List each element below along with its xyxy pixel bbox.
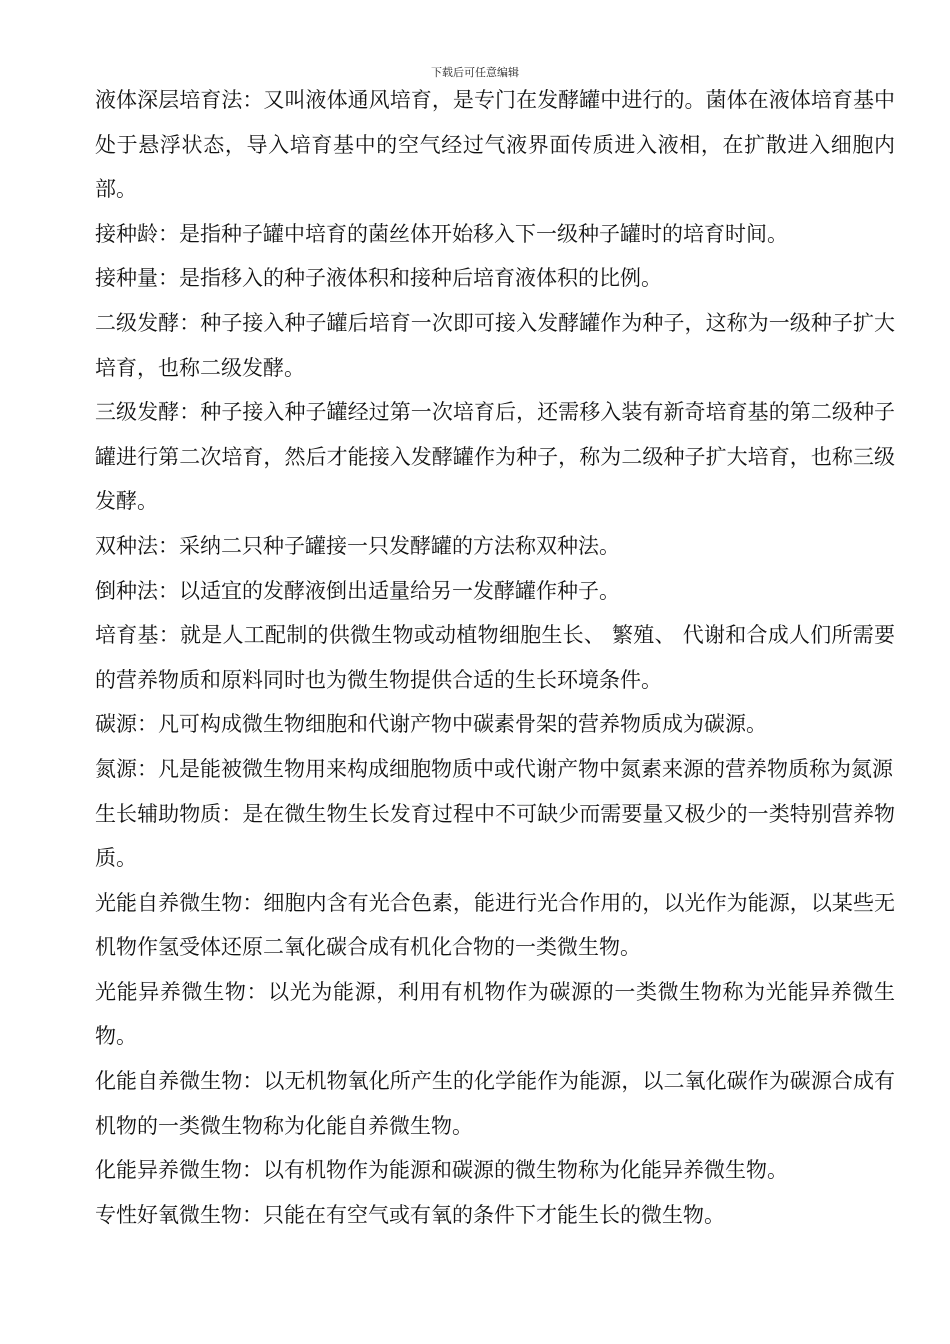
paragraph-inoculum-size: 接种量：是指移入的种子液体积和接种后培育液体积的比例。 xyxy=(95,266,662,291)
paragraph-nitrogen-source: 氮源：凡是能被微生物用来构成细胞物质中或代谢产物中氮素来源的营养物质称为氮源 xyxy=(95,756,893,781)
paragraph-two-stage-fermentation: 二级发酵：种子接入种子罐后培育一次即可接入发酵罐作为种子，这称为一级种子扩大培育，也称二级发酵。 xyxy=(95,310,895,380)
page-header: 下载后可任意编辑 xyxy=(431,66,519,79)
paragraph-double-seed-method: 双种法：采纳二只种子罐接一只发酵罐的方法称双种法。 xyxy=(95,533,620,558)
paragraph-photoautotrophs: 光能自养微生物：细胞内含有光合色素，能进行光合作用的，以光作为能源，以某些无机物作氢受体还原二氧化碳合成有机化合物的一类微生物。 xyxy=(95,890,895,960)
paragraph-culture-medium: 培育基：就是人工配制的供微生物或动植物细胞生长、 繁殖、 代谢和合成人们所需要的营养物质和原料同时也为微生物提供合适的生长环境条件。 xyxy=(95,623,895,692)
paragraph-growth-factors: 生长辅助物质：是在微生物生长发育过程中不可缺少而需要量又极少的一类特别营养物质。 xyxy=(95,801,895,871)
document-body xyxy=(95,78,895,1237)
paragraph-chemoautotrophs: 化能自养微生物：以无机物氧化所产生的化学能作为能源，以二氧化碳作为碳源合成有机物的一类微生物称为化能自养微生物。 xyxy=(95,1069,895,1138)
paragraph-chemoheterotrophs: 化能异养微生物：以有机物作为能源和碳源的微生物称为化能异养微生物。 xyxy=(95,1158,788,1183)
paragraph-carbon-source: 碳源：凡可构成微生物细胞和代谢产物中碳素骨架的营养物质成为碳源。 xyxy=(95,712,767,737)
paragraph-inoculum-age: 接种龄：是指种子罐中培育的菌丝体开始移入下一级种子罐时的培育时间。 xyxy=(95,221,788,246)
paragraph-reverse-seed-method: 倒种法：以适宜的发酵液倒出适量给另一发酵罐作种子。 xyxy=(95,578,620,603)
paragraph-photoheterotrophs: 光能异养微生物：以光为能源，利用有机物作为碳源的一类微生物称为光能异养微生物。 xyxy=(95,979,895,1049)
paragraph-obligate-aerobes: 专性好氧微生物：只能在有空气或有氧的条件下才能生长的微生物。 xyxy=(95,1202,725,1227)
paragraph-three-stage-fermentation: 三级发酵：种子接入种子罐经过第一次培育后，还需移入装有新奇培育基的第二级种子罐进行第二次培育，然后才能接入发酵罐作为种子，称为二级种子扩大培育，也称三级发酵。 xyxy=(95,400,895,514)
paragraph-liquid-submerged-culture: 液体深层培育法：又叫液体通风培育，是专门在发酵罐中进行的。菌体在液体培育基中处于悬浮状态，导入培育基中的空气经过气液界面传质进入液相，在扩散进入细胞内部。 xyxy=(95,88,895,202)
